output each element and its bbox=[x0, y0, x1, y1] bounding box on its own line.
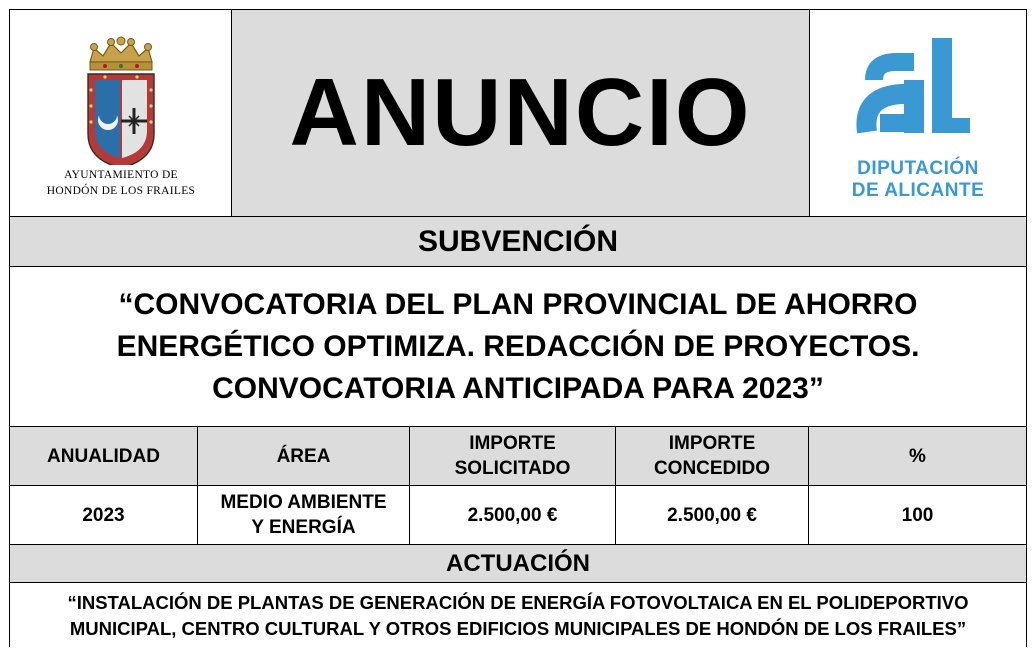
convocatoria-line2: ENERGÉTICO OPTIMIZA. REDACCIÓN DE PROYECTOS. bbox=[116, 329, 920, 363]
header-percent: % bbox=[909, 445, 926, 467]
header-concedido-line1: IMPORTE bbox=[668, 433, 756, 454]
title-cell bbox=[232, 10, 810, 216]
actuacion-line1: “INSTALACIÓN DE PLANTAS DE GENERACIÓN DE ENERGÍA FOTOVOLTAICA EN EL POLIDEPORTIVO bbox=[67, 591, 969, 613]
cell-importe-concedido: 2.500,00 € bbox=[616, 486, 809, 544]
cell-percent: 100 bbox=[901, 504, 934, 526]
header-solicitado-line1: IMPORTE bbox=[469, 433, 556, 454]
header-area: ÁREA bbox=[198, 427, 410, 485]
convocatoria-line1: “CONVOCATORIA DEL PLAN PROVINCIAL DE AHORRO bbox=[118, 287, 918, 321]
diputacion-name-line1: DIPUTACIÓN bbox=[857, 158, 979, 179]
municipality-name-line2: HONDÓN DE LOS FRAILES bbox=[46, 185, 196, 197]
header-importe-concedido bbox=[616, 427, 809, 485]
actuacion-description bbox=[10, 583, 1026, 648]
coat-of-arms-icon bbox=[10, 10, 232, 165]
table-header-row bbox=[10, 427, 1026, 486]
municipality-logo-cell bbox=[10, 10, 232, 216]
header-row bbox=[10, 10, 1026, 217]
convocatoria-line3: CONVOCATORIA ANTICIPADA PARA 2023” bbox=[212, 371, 824, 405]
actuacion-line2: MUNICIPAL, CENTRO CULTURAL Y OTROS EDIFICIOS MUNICIPALES DE HONDÓN DE LOS FRAILES” bbox=[69, 617, 967, 639]
municipality-name bbox=[10, 167, 232, 199]
header-concedido-line2: CONCEDIDO bbox=[653, 458, 771, 479]
diputacion-name bbox=[810, 158, 1026, 202]
diputacion-logo-icon bbox=[810, 10, 1026, 150]
diputacion-name-line2: DE ALICANTE bbox=[851, 180, 985, 201]
cell-importe-solicitado: 2.500,00 € bbox=[410, 486, 616, 544]
convocatoria-title bbox=[10, 267, 1026, 427]
header-solicitado-line2: SOLICITADO bbox=[454, 458, 571, 479]
actuacion-heading: ACTUACIÓN bbox=[10, 545, 1026, 583]
cell-anualidad: 2023 bbox=[10, 486, 198, 544]
cell-area-line1: MEDIO AMBIENTE bbox=[220, 492, 387, 513]
announcement-sheet bbox=[9, 9, 1027, 647]
header-importe-solicitado bbox=[410, 427, 616, 485]
subvencion-heading: SUBVENCIÓN bbox=[10, 217, 1026, 267]
diputacion-logo-cell bbox=[810, 10, 1026, 216]
cell-area bbox=[198, 486, 410, 544]
header-anualidad: ANUALIDAD bbox=[10, 427, 198, 485]
page-title: ANUNCIO bbox=[289, 59, 752, 166]
table-row bbox=[10, 486, 1026, 545]
cell-area-line2: Y ENERGÍA bbox=[251, 517, 356, 538]
municipality-name-line1: AYUNTAMIENTO DE bbox=[64, 169, 178, 181]
